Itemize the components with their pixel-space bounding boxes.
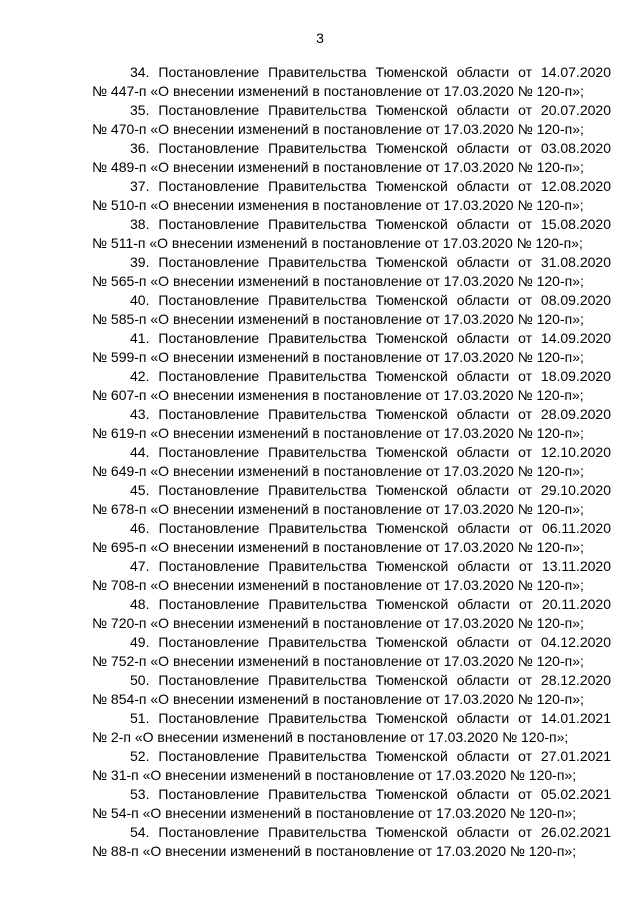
list-item [92, 443, 611, 481]
item-title-line: № 88-п «О внесении изменений в постановление от 17.03.2020 № 120-п»; [92, 843, 577, 859]
item-title-line: № 649-п «О внесении изменений в постановление от 17.03.2020 № 120-п»; [92, 463, 584, 479]
list-item [92, 405, 611, 443]
list-item [92, 215, 611, 253]
item-title-line: № 695-п «О внесении изменений в постановление от 17.03.2020 № 120-п»; [92, 539, 584, 555]
list-item [92, 139, 611, 177]
item-title-line: № 854-п «О внесении изменений в постановление от 17.03.2020 № 120-п»; [92, 691, 584, 707]
item-title-line: № 607-п «О внесении изменения в постановление от 17.03.2020 № 120-п»; [92, 387, 584, 403]
item-title-line: № 585-п «О внесении изменений в постановление от 17.03.2020 № 120-п»; [92, 311, 584, 327]
item-heading-line: 47. Постановление Правительства Тюменской области от 13.11.2020 [130, 558, 611, 574]
item-heading-line: 36. Постановление Правительства Тюменской области от 03.08.2020 [130, 140, 611, 156]
item-title-line: № 752-п «О внесении изменений в постановление от 17.03.2020 № 120-п»; [92, 653, 584, 669]
item-heading-line: 39. Постановление Правительства Тюменской области от 31.08.2020 [130, 254, 611, 270]
document-list [92, 63, 611, 861]
item-heading-line: 42. Постановление Правительства Тюменской области от 18.09.2020 [130, 368, 611, 384]
list-item [92, 823, 611, 861]
item-heading-line: 48. Постановление Правительства Тюменской области от 20.11.2020 [130, 596, 611, 612]
item-heading-line: 43. Постановление Правительства Тюменской области от 28.09.2020 [130, 406, 611, 422]
list-item [92, 101, 611, 139]
item-heading-line: 54. Постановление Правительства Тюменской области от 26.02.2021 [130, 824, 611, 840]
item-title-line: № 31-п «О внесении изменений в постановление от 17.03.2020 № 120-п»; [92, 767, 577, 783]
list-item [92, 177, 611, 215]
item-heading-line: 53. Постановление Правительства Тюменской области от 05.02.2021 [130, 786, 611, 802]
item-heading-line: 35. Постановление Правительства Тюменской области от 20.07.2020 [130, 102, 611, 118]
item-title-line: № 54-п «О внесении изменений в постановление от 17.03.2020 № 120-п»; [92, 805, 577, 821]
list-item [92, 63, 611, 101]
list-item [92, 291, 611, 329]
list-item [92, 519, 611, 557]
item-heading-line: 37. Постановление Правительства Тюменской области от 12.08.2020 [130, 178, 611, 194]
item-heading-line: 38. Постановление Правительства Тюменской области от 15.08.2020 [130, 216, 611, 232]
page-number: 3 [316, 30, 324, 46]
list-item [92, 329, 611, 367]
item-title-line: № 511-п «О внесении изменений в постановление от 17.03.2020 № 120-п»; [92, 235, 583, 251]
item-title-line: № 708-п «О внесении изменений в постановление от 17.03.2020 № 120-п»; [92, 577, 584, 593]
list-item [92, 481, 611, 519]
item-title-line: № 619-п «О внесении изменений в постановление от 17.03.2020 № 120-п»; [92, 425, 584, 441]
item-title-line: № 720-п «О внесении изменений в постановление от 17.03.2020 № 120-п»; [92, 615, 584, 631]
item-heading-line: 34. Постановление Правительства Тюменской области от 14.07.2020 [130, 64, 611, 80]
item-heading-line: 41. Постановление Правительства Тюменской области от 14.09.2020 [130, 330, 611, 346]
item-heading-line: 49. Постановление Правительства Тюменской области от 04.12.2020 [130, 634, 611, 650]
item-title-line: № 2-п «О внесении изменений в постановление от 17.03.2020 № 120-п»; [92, 729, 569, 745]
list-item [92, 557, 611, 595]
item-heading-line: 40. Постановление Правительства Тюменской области от 08.09.2020 [130, 292, 611, 308]
item-title-line: № 510-п «О внесении изменения в постановление от 17.03.2020 № 120-п»; [92, 197, 584, 213]
list-item [92, 671, 611, 709]
item-heading-line: 52. Постановление Правительства Тюменской области от 27.01.2021 [130, 748, 611, 764]
list-item [92, 785, 611, 823]
item-title-line: № 599-п «О внесении изменений в постановление от 17.03.2020 № 120-п»; [92, 349, 584, 365]
item-title-line: № 447-п «О внесении изменений в постановление от 17.03.2020 № 120-п»; [92, 83, 584, 99]
item-title-line: № 678-п «О внесении изменений в постановление от 17.03.2020 № 120-п»; [92, 501, 584, 517]
list-item [92, 633, 611, 671]
item-heading-line: 45. Постановление Правительства Тюменской области от 29.10.2020 [130, 482, 611, 498]
list-item [92, 709, 611, 747]
item-heading-line: 44. Постановление Правительства Тюменской области от 12.10.2020 [130, 444, 611, 460]
item-heading-line: 46. Постановление Правительства Тюменской области от 06.11.2020 [130, 520, 611, 536]
list-item [92, 367, 611, 405]
item-title-line: № 489-п «О внесении изменений в постановление от 17.03.2020 № 120-п»; [92, 159, 584, 175]
item-heading-line: 51. Постановление Правительства Тюменской области от 14.01.2021 [130, 710, 611, 726]
item-title-line: № 565-п «О внесении изменений в постановление от 17.03.2020 № 120-п»; [92, 273, 584, 289]
list-item [92, 253, 611, 291]
item-heading-line: 50. Постановление Правительства Тюменской области от 28.12.2020 [130, 672, 611, 688]
list-item [92, 747, 611, 785]
item-title-line: № 470-п «О внесении изменений в постановление от 17.03.2020 № 120-п»; [92, 121, 584, 137]
list-item [92, 595, 611, 633]
